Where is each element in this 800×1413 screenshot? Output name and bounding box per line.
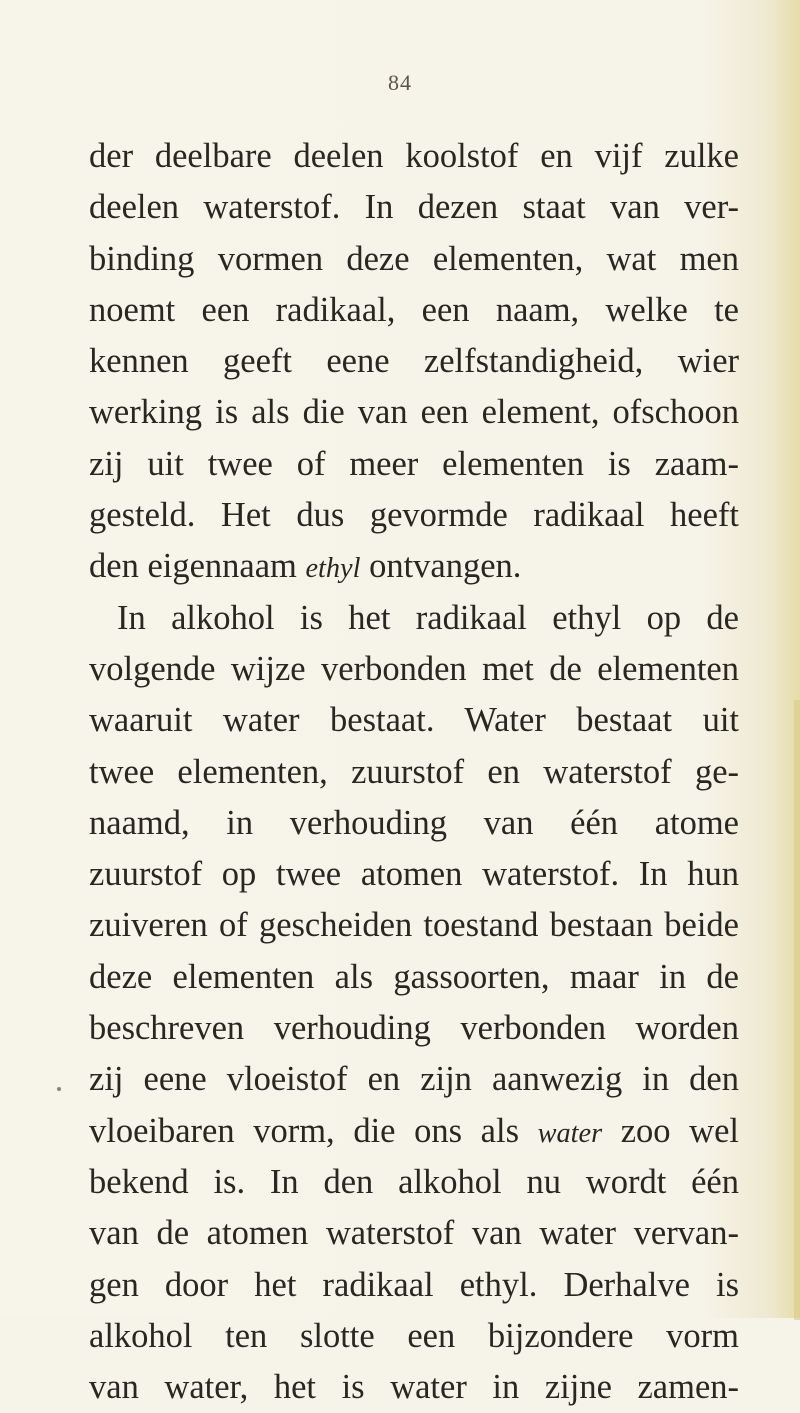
text-line: waaruit water bestaat. Water bestaat uit — [89, 701, 739, 740]
text-span: ontvangen. — [360, 547, 522, 586]
text-line: volgende wijze verbonden met de elementen — [89, 649, 739, 688]
text-line: kennen geeft eene zelfstandigheid, wier — [89, 342, 739, 381]
text-line — [89, 1106, 739, 1157]
margin-mark — [57, 1087, 61, 1091]
text-line: van de atomen waterstof van water vervan- — [89, 1214, 739, 1253]
text-line: van water, het is water in zijne zamen- — [89, 1368, 739, 1407]
italic-term: ethyl — [305, 553, 361, 585]
text-line: twee elementen, zuurstof en waterstof ge- — [89, 752, 739, 791]
text-line — [89, 541, 739, 592]
text-span: den eigennaam — [89, 547, 306, 586]
text-line: alkohol ten slotte een bijzondere vorm — [89, 1316, 739, 1355]
text-line: werking is als die van een element, ofschoon — [89, 393, 739, 432]
text-line: beschreven verhouding verbonden worden — [89, 1009, 739, 1048]
page-number: 84 — [388, 70, 412, 95]
text-line: der deelbare deelen koolstof en vijf zulke — [89, 137, 739, 175]
page-edge-shadow — [794, 700, 800, 1320]
text-line: In alkohol is het radikaal ethyl op de — [117, 598, 739, 637]
text-line: binding vormen deze elementen, wat men — [89, 239, 739, 278]
text-line: zuurstof op twee atomen waterstof. In hun — [89, 855, 739, 894]
text-line: deze elementen als gassoorten, maar in de — [89, 957, 739, 996]
text-line: deelen waterstof. In dezen staat van ver- — [89, 188, 739, 227]
text-span: vloeibaren vorm, die ons als — [89, 1111, 538, 1150]
text-span: zoo wel — [602, 1111, 739, 1150]
body-text — [89, 131, 739, 1413]
italic-term: water — [537, 1117, 603, 1149]
text-line: gen door het radikaal ethyl. Derhalve is — [89, 1265, 739, 1304]
text-line: naamd, in verhouding van één atome — [89, 803, 739, 842]
text-line: zuiveren of gescheiden toestand bestaan beide — [89, 906, 739, 945]
text-line: gesteld. Het dus gevormde radikaal heeft — [89, 496, 739, 535]
text-line: zij eene vloeistof en zijn aanwezig in den — [89, 1060, 739, 1099]
text-line: zij uit twee of meer elementen is zaam- — [89, 444, 739, 483]
text-line: noemt een radikaal, een naam, welke te — [89, 290, 739, 329]
text-line: bekend is. In den alkohol nu wordt één — [89, 1162, 739, 1201]
